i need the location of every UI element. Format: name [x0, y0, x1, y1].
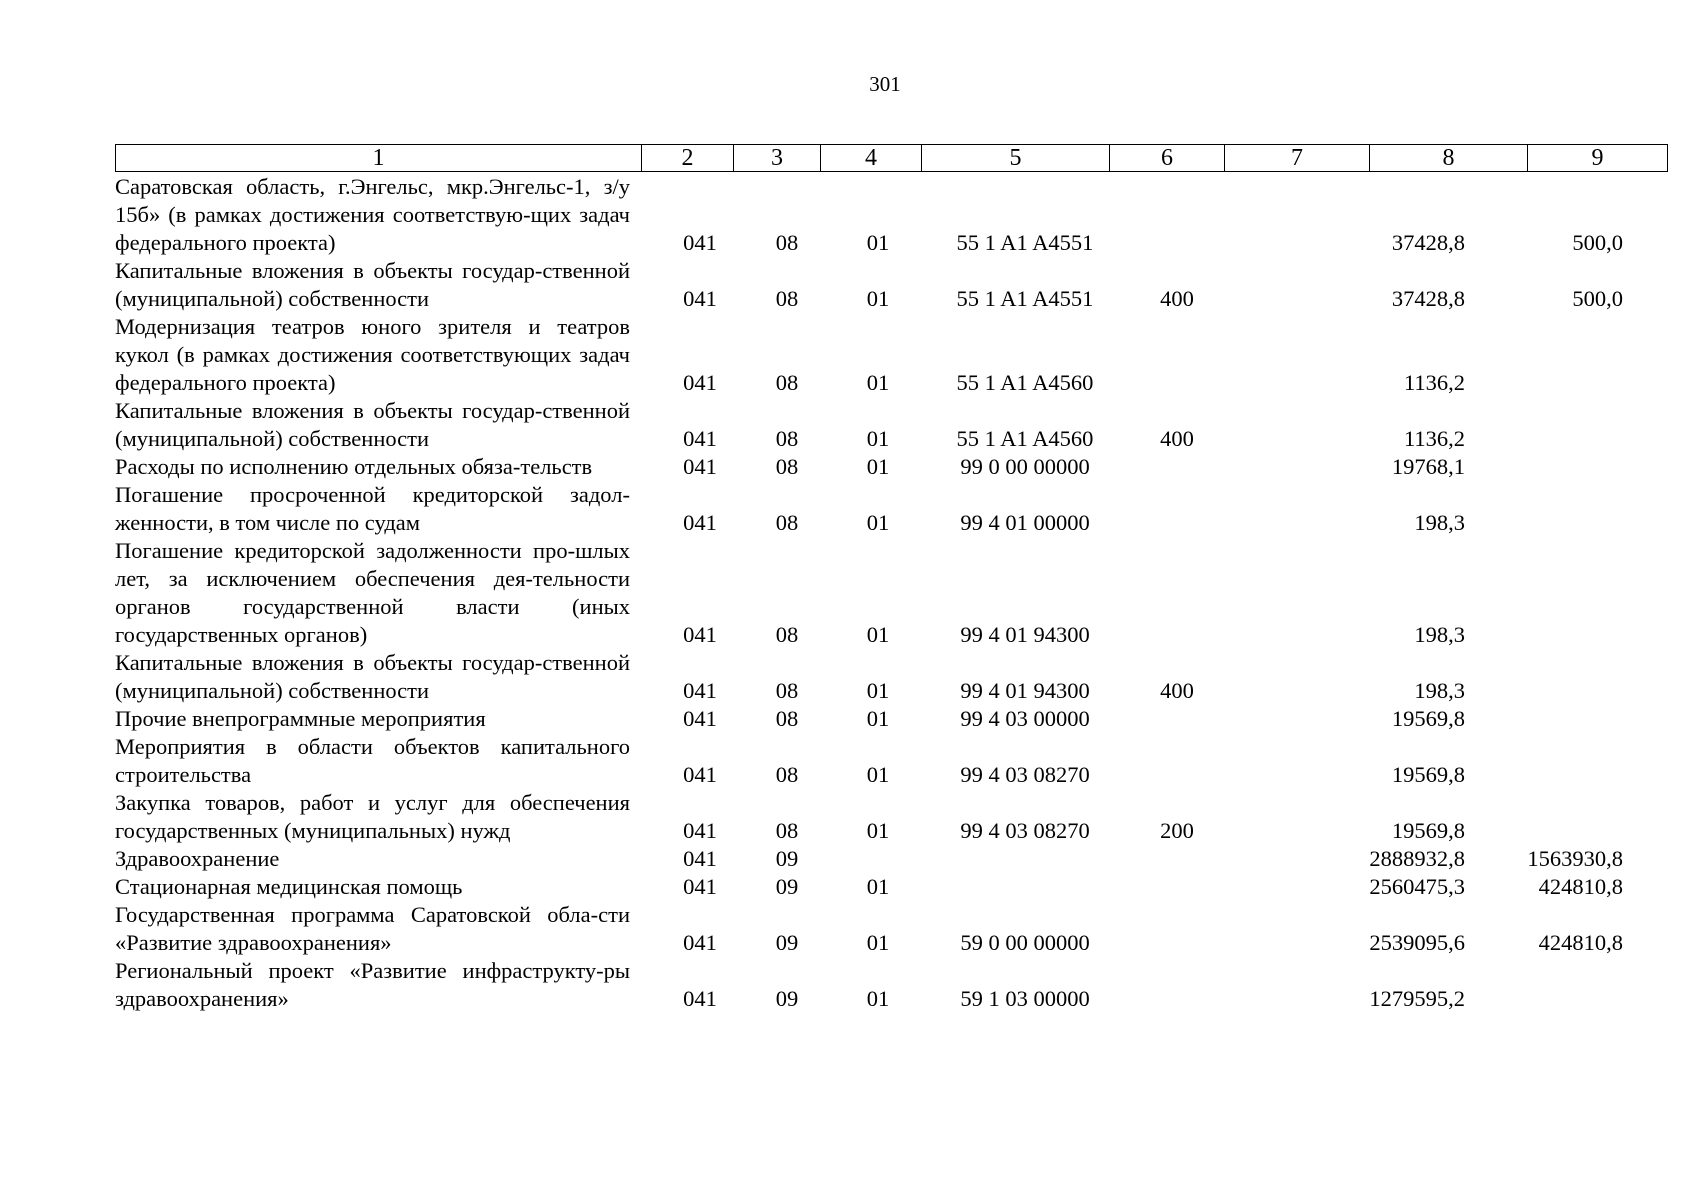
row-cell-c7: 19768,1 [1391, 454, 1465, 479]
row-cell-c7: 2560475,3 [1369, 874, 1465, 899]
row-cell-c2: 041 [683, 818, 717, 843]
row-name: Здравоохранение [115, 846, 280, 871]
row-cell-c4: 01 [866, 426, 890, 451]
row-name: Закупка товаров, работ и услуг для обеспечения государственных (муниципальных) нужд [115, 790, 630, 843]
row-cell-c3: 08 [775, 818, 799, 843]
row-cell-c8: 500,0 [1572, 230, 1623, 255]
row-cell-c2: 041 [683, 874, 717, 899]
row-cell-c3: 09 [775, 930, 799, 955]
row-cell-c7: 37428,8 [1391, 286, 1465, 311]
row-name: Прочие внепрограммные мероприятия [115, 706, 486, 731]
row-cell-c7: 2888932,8 [1369, 846, 1465, 871]
row-cell-c5: 55 1 A1 A4560 [956, 426, 1094, 451]
column-header: 3 [734, 145, 821, 172]
row-name: Региональный проект «Развитие инфраструкту-ры здравоохранения» [115, 958, 630, 1011]
row-cell-c2: 041 [683, 762, 717, 787]
row-name: Модернизация театров юного зрителя и театров кукол (в рамках достижения соответствующих задач федерального проекта) [115, 314, 630, 395]
row-cell-c7: 19569,8 [1391, 762, 1465, 787]
row-cell-c5: 55 1 A1 A4551 [956, 230, 1094, 255]
row-cell-c8: 1563930,8 [1527, 846, 1623, 871]
row-cell-c7: 198,3 [1414, 678, 1465, 703]
row-cell-c3: 08 [775, 370, 799, 395]
row-cell-c2: 041 [683, 454, 717, 479]
row-cell-c3: 08 [775, 426, 799, 451]
row-cell-c2: 041 [683, 706, 717, 731]
table-row [115, 789, 1667, 845]
page-number: 301 [869, 72, 901, 96]
row-cell-c8: 424810,8 [1538, 874, 1623, 899]
row-cell-c7: 1136,2 [1403, 426, 1465, 451]
table-row [115, 257, 1667, 313]
row-name: Саратовская область, г.Энгельс, мкр.Энгельс-1, з/у 15б» (в рамках достижения соответствую-щих задач федерального проекта) [115, 174, 630, 255]
row-cell-c3: 08 [775, 286, 799, 311]
row-cell-c2: 041 [683, 286, 717, 311]
table-row [115, 845, 1667, 873]
row-cell-c7: 198,3 [1414, 510, 1465, 535]
row-cell-c2: 041 [683, 678, 717, 703]
table-row [115, 481, 1667, 537]
row-cell-c4: 01 [866, 622, 890, 647]
row-cell-c5: 99 4 03 08270 [960, 762, 1090, 787]
row-name: Капитальные вложения в объекты государ-ственной (муниципальной) собственности [115, 650, 630, 703]
row-cell-c2: 041 [683, 426, 717, 451]
row-cell-c3: 09 [775, 874, 799, 899]
row-cell-c5: 59 0 00 00000 [960, 930, 1090, 955]
table-row [115, 873, 1667, 901]
table-row [115, 453, 1667, 481]
column-header: 7 [1225, 145, 1370, 172]
table-row [115, 733, 1667, 789]
row-cell-c2: 041 [683, 230, 717, 255]
row-cell-c6: 400 [1160, 678, 1194, 703]
row-cell-c4: 01 [866, 706, 890, 731]
row-cell-c8: 500,0 [1572, 286, 1623, 311]
column-header-table [115, 144, 1668, 172]
row-cell-c7: 1136,2 [1403, 370, 1465, 395]
column-header: 1 [116, 145, 642, 172]
row-cell-c4: 01 [866, 286, 890, 311]
row-cell-c2: 041 [683, 930, 717, 955]
row-cell-c4: 01 [866, 454, 890, 479]
row-cell-c3: 09 [775, 846, 799, 871]
row-cell-c4: 01 [866, 678, 890, 703]
row-name: Мероприятия в области объектов капитального строительства [115, 734, 630, 787]
table-row [115, 705, 1667, 733]
row-cell-c5: 55 1 A1 A4551 [956, 286, 1094, 311]
row-cell-c2: 041 [683, 510, 717, 535]
table-row [115, 397, 1667, 453]
row-cell-c4: 01 [866, 370, 890, 395]
row-cell-c6: 200 [1160, 818, 1194, 843]
row-cell-c5: 99 4 03 08270 [960, 818, 1090, 843]
row-cell-c5: 99 4 03 00000 [960, 706, 1090, 731]
row-cell-c5: 99 4 01 94300 [960, 622, 1090, 647]
row-cell-c4: 01 [866, 818, 890, 843]
row-cell-c3: 09 [775, 986, 799, 1011]
row-name: Стационарная медицинская помощь [115, 874, 463, 899]
row-cell-c7: 1279595,2 [1369, 986, 1465, 1011]
row-cell-c4: 01 [866, 930, 890, 955]
column-header: 5 [922, 145, 1110, 172]
row-cell-c4: 01 [866, 762, 890, 787]
row-cell-c5: 99 4 01 94300 [960, 678, 1090, 703]
row-cell-c5: 99 0 00 00000 [960, 454, 1090, 479]
column-header: 6 [1110, 145, 1225, 172]
row-cell-c2: 041 [683, 370, 717, 395]
row-cell-c4: 01 [866, 986, 890, 1011]
table-row [115, 537, 1667, 649]
table-row [115, 313, 1667, 397]
row-name: Расходы по исполнению отдельных обяза-тельств [115, 454, 593, 479]
row-cell-c6: 400 [1160, 286, 1194, 311]
table-row [115, 901, 1667, 957]
column-header: 8 [1370, 145, 1528, 172]
row-name: Погашение просроченной кредиторской задол-женности, в том числе по судам [115, 482, 630, 535]
table-body [115, 173, 1667, 1013]
row-name: Погашение кредиторской задолженности про-шлых лет, за исключением обеспечения дея-тельности органов государственной власти (иных государственных органов) [115, 538, 630, 647]
table-row [115, 957, 1667, 1013]
row-cell-c7: 2539095,6 [1369, 930, 1465, 955]
row-cell-c4: 01 [866, 510, 890, 535]
row-cell-c7: 19569,8 [1391, 818, 1465, 843]
row-cell-c3: 08 [775, 454, 799, 479]
row-cell-c3: 08 [775, 762, 799, 787]
row-cell-c2: 041 [683, 622, 717, 647]
table-row [115, 173, 1667, 257]
row-cell-c3: 08 [775, 230, 799, 255]
column-header-row [116, 145, 1668, 172]
row-cell-c2: 041 [683, 986, 717, 1011]
row-cell-c5: 59 1 03 00000 [960, 986, 1090, 1011]
row-cell-c3: 08 [775, 622, 799, 647]
table-row [115, 649, 1667, 705]
row-name: Капитальные вложения в объекты государ-ственной (муниципальной) собственности [115, 398, 630, 451]
row-cell-c4: 01 [866, 874, 890, 899]
row-cell-c8: 424810,8 [1538, 930, 1623, 955]
row-cell-c2: 041 [683, 846, 717, 871]
row-cell-c3: 08 [775, 678, 799, 703]
row-cell-c7: 19569,8 [1391, 706, 1465, 731]
row-cell-c4: 01 [866, 230, 890, 255]
row-cell-c7: 198,3 [1414, 622, 1465, 647]
column-header: 9 [1528, 145, 1668, 172]
row-cell-c3: 08 [775, 706, 799, 731]
row-name: Капитальные вложения в объекты государ-ственной (муниципальной) собственности [115, 258, 630, 311]
column-header: 4 [821, 145, 922, 172]
column-header: 2 [642, 145, 734, 172]
row-cell-c3: 08 [775, 510, 799, 535]
row-cell-c5: 99 4 01 00000 [960, 510, 1090, 535]
row-name: Государственная программа Саратовской обла-сти «Развитие здравоохранения» [115, 902, 630, 955]
row-cell-c7: 37428,8 [1391, 230, 1465, 255]
row-cell-c5: 55 1 A1 A4560 [956, 370, 1094, 395]
row-cell-c6: 400 [1160, 426, 1194, 451]
